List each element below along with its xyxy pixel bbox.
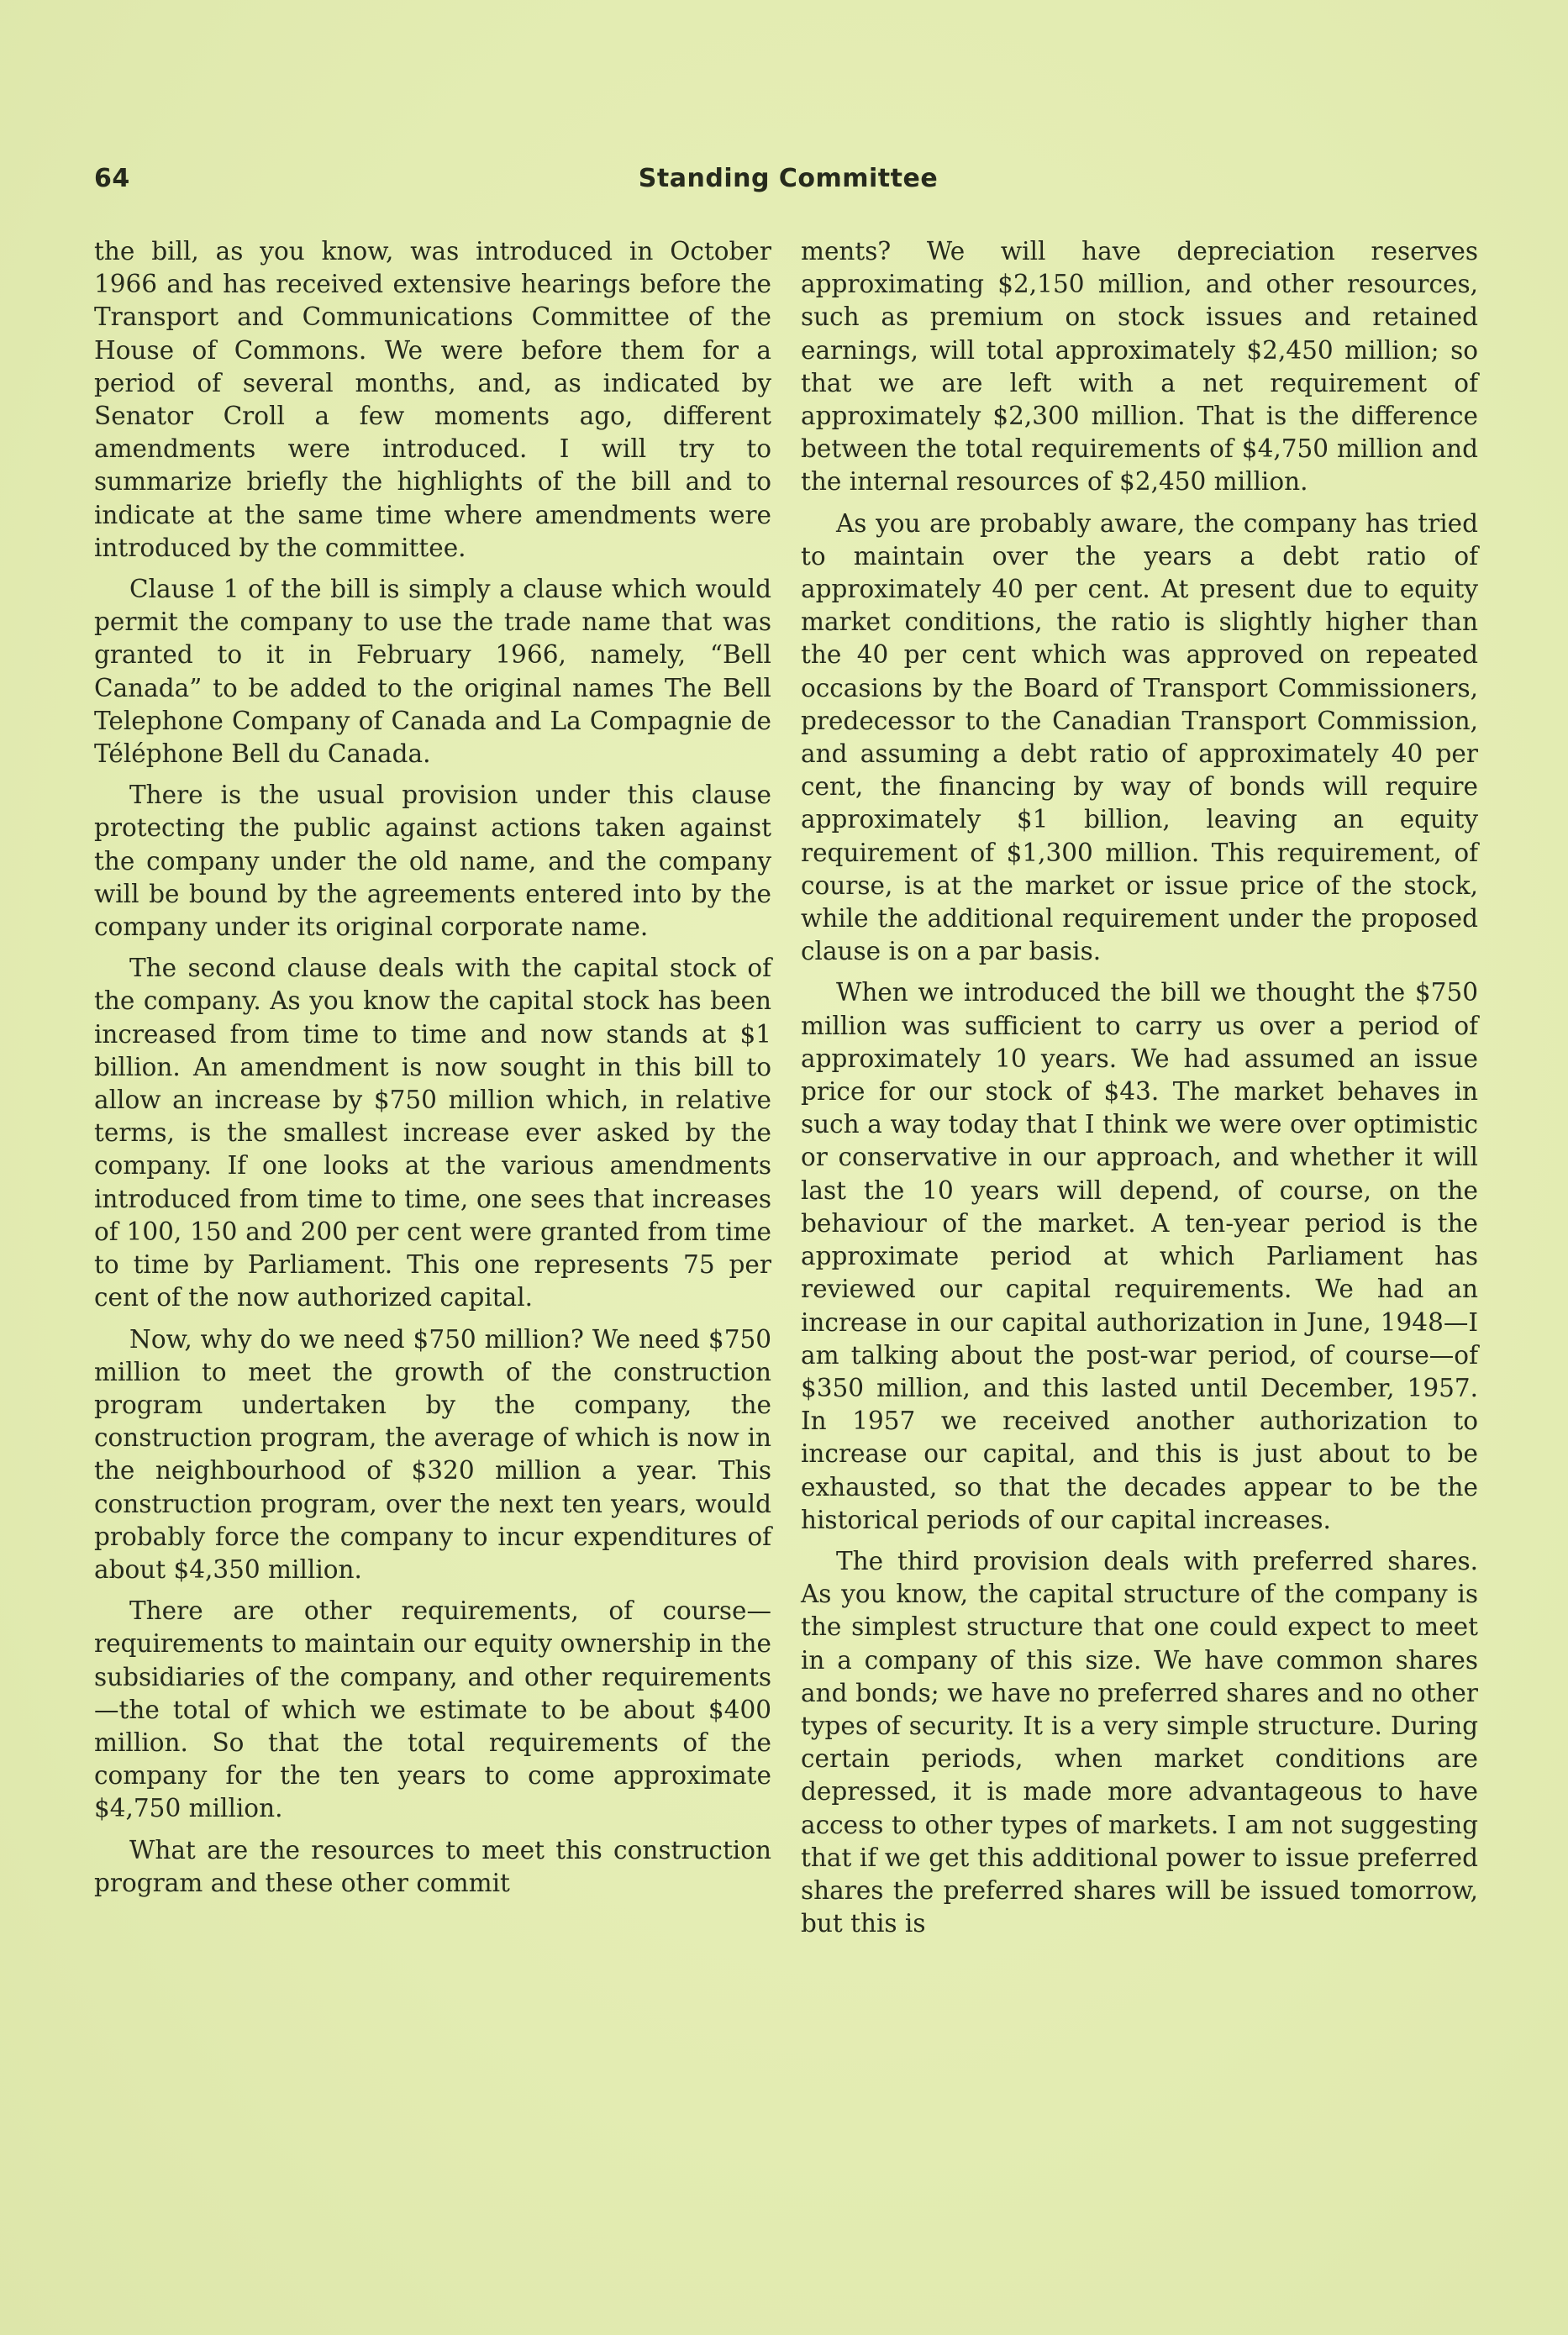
paragraph: As you are probably aware, the company has tried to maintain over the years a debt ratio of approximately 40 per cent. At present due to equity market conditions, the ratio is slightly higher than the 40 per cent which was approved on repeated occasions by the Board of Transport Commissioners, predecessor to the Canadian Transport Commission, and assuming a debt ratio of approximately 40 per cent, the financing by way of bonds will require approximately $1 billion, leaving an equity requirement of $1,300 million. This requirement, of course, is at the market or issue price of the stock, while the additional requirement under the proposed clause is on a par basis. bbox=[801, 508, 1478, 966]
page-header bbox=[94, 164, 1482, 201]
paragraph: What are the resources to meet this construction program and these other commit bbox=[94, 1835, 771, 1897]
page-number: 64 bbox=[94, 164, 130, 193]
left-column bbox=[94, 235, 771, 1908]
paragraph: Clause 1 of the bill is simply a clause which would permit the company to use the trade name that was granted to it in February 1966, namely, “Bell Canada” to be added to the original names The Bell Telephone Company of Canada and La Compagnie de Téléphone Bell du Canada. bbox=[94, 575, 771, 769]
paragraph: The third provision deals with preferred shares. As you know, the capital structure of the company is the simplest structure that one could expect to meet in a company of this size. We have common shares and bonds; we have no preferred shares and no other types of security. It is a very simple structure. During certain periods, when market conditions are depressed, it is made more advantageous to have access to other types of markets. I am not suggesting that if we get this additional power to issue preferred shares the preferred shares will be issued tomorrow, but this is bbox=[801, 1546, 1478, 1938]
paragraph: When we introduced the bill we thought the $750 million was sufficient to carry us over a period of approximately 10 years. We had assumed an issue price for our stock of $43. The market behaves in such a way today that I think we were over optimistic or conservative in our approach, and whether it will last the 10 years will depend, of course, on the behaviour of the market. A ten-year period is the approximate period at which Parliament has reviewed our capital requirements. We had an increase in our capital authorization in June, 1948—I am talking about the post-war period, of course—of $350 million, and this lasted until December, 1957. In 1957 we received another authorization to increase our capital, and this is just about to be exhausted, so that the decades appear to be the historical periods of our capital increases. bbox=[801, 978, 1478, 1534]
paragraph: ments? We will have depreciation reserves approximating $2,150 million, and other resources, such as premium on stock issues and retained earnings, will total approximately $2,450 million; so that we are left with a net requirement of approximately $2,300 million. That is the difference between the total requirements of $4,750 million and the internal resources of $2,450 million. bbox=[801, 237, 1478, 497]
right-column bbox=[801, 235, 1478, 1948]
paragraph: Now, why do we need $750 million? We need $750 million to meet the growth of the construction program undertaken by the company, the construction program, the average of which is now in the neighbourhood of $320 million a year. This construction program, over the next ten years, would probably force the company to incur expenditures of about $4,350 million. bbox=[94, 1324, 771, 1584]
paragraph: the bill, as you know, was introduced in October 1966 and has received extensive hearings before the Transport and Communications Committee of the House of Commons. We were before them for a period of several months, and, as indicated by Senator Croll a few moments ago, different amendments were introduced. I will try to summarize briefly the highlights of the bill and to indicate at the same time where amendments were introduced by the committee. bbox=[94, 237, 771, 562]
paragraph: There are other requirements, of course—requirements to maintain our equity ownership in the subsidiaries of the company, and other requirements—the total of which we estimate to be about $400 million. So that the total requirements of the company for the ten years to come approximate $4,750 million. bbox=[94, 1596, 771, 1823]
paragraph: The second clause deals with the capital stock of the company. As you know the capital stock has been increased from time to time and now stands at $1 billion. An amendment is now sought in this bill to allow an increase by $750 million which, in relative terms, is the smallest increase ever asked by the company. If one looks at the various amendments introduced from time to time, one sees that increases of 100, 150 and 200 per cent were granted from time to time by Parliament. This one represents 75 per cent of the now authorized capital. bbox=[94, 954, 771, 1312]
paragraph: There is the usual provision under this clause protecting the public against actions taken against the company under the old name, and the company will be bound by the agreements entered into by the company under its original corporate name. bbox=[94, 781, 771, 942]
running-head: Standing Committee bbox=[638, 164, 939, 193]
